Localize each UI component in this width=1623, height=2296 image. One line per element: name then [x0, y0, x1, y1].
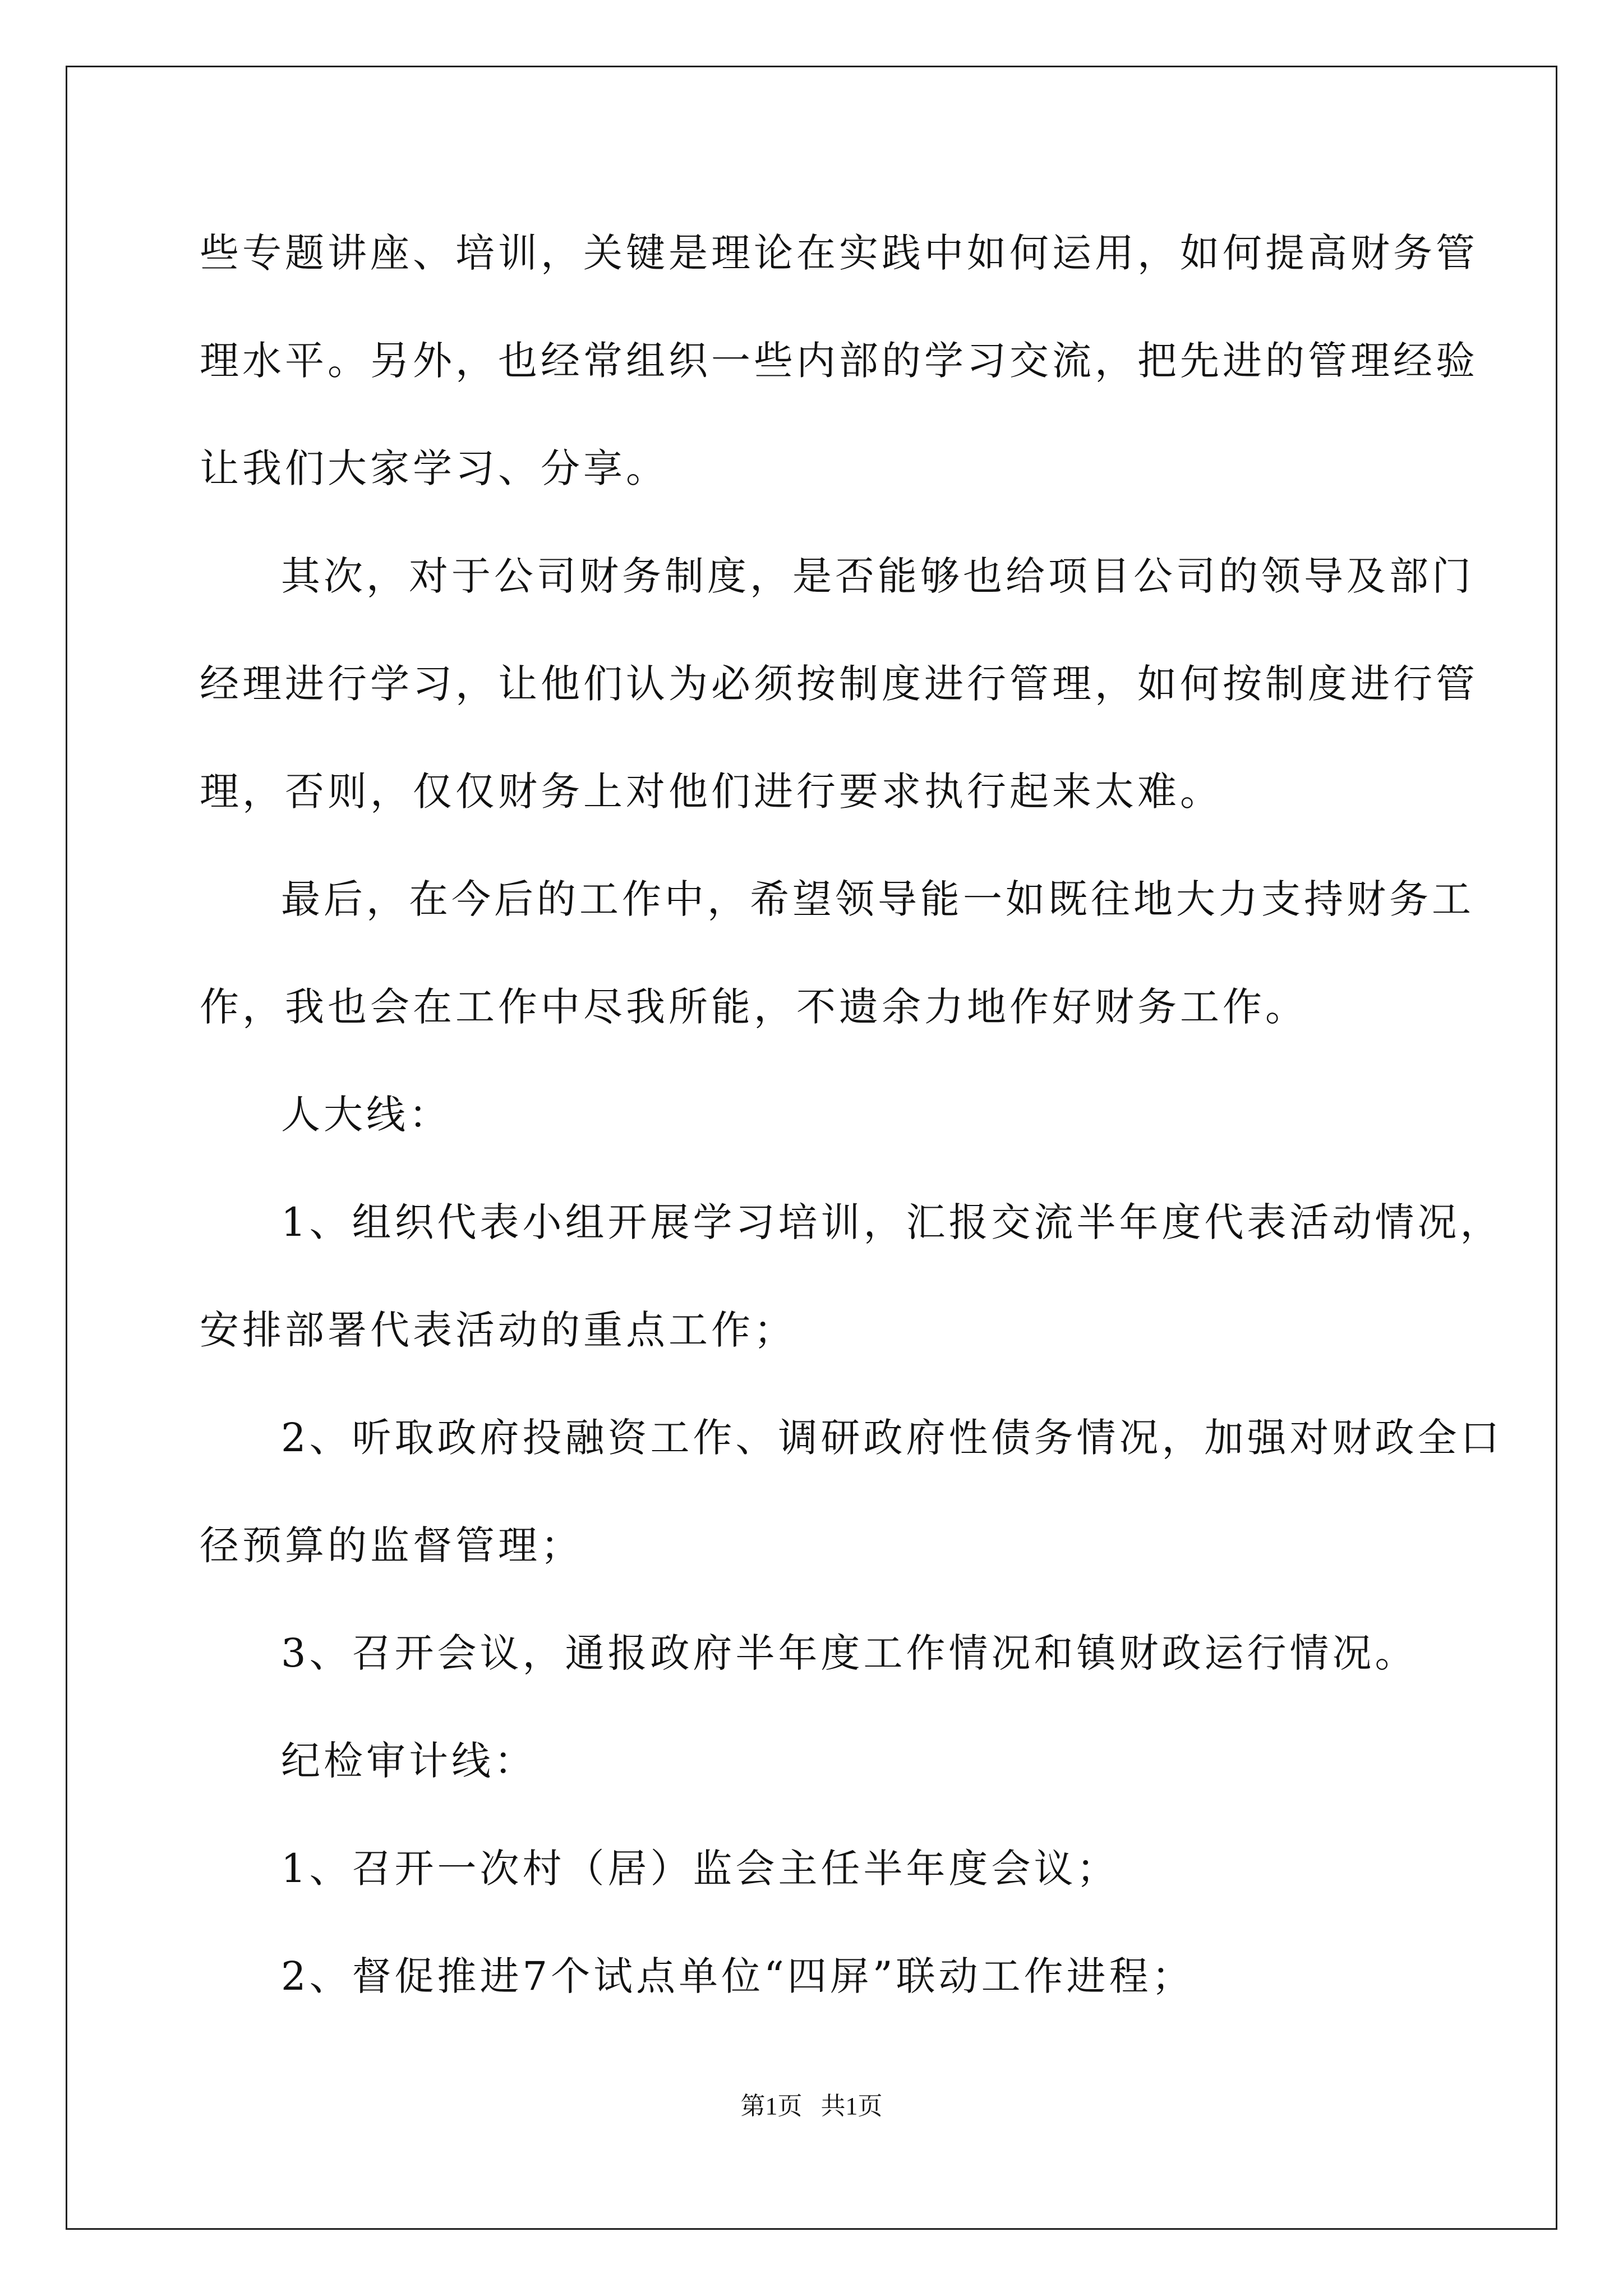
section-heading: 纪检审计线： [281, 1738, 537, 1784]
text-line: 让我们大家学习、分享。 [200, 445, 668, 491]
page-number-footer: 第1页 共1页 [740, 2092, 883, 2120]
text-line: 经理进行学习，让他们认为必须按制度进行管理，如何按制度进行管 [200, 661, 1478, 707]
text-line: 理水平。另外，也经常组织一些内部的学习交流，把先进的管理经验 [200, 338, 1478, 384]
text-line: 些专题讲座、培训，关键是理论在实践中如何运用，如何提高财务管 [200, 230, 1478, 276]
document-body [200, 199, 1503, 2030]
list-item: 2、听取政府投融资工作、调研政府性债务情况，加强对财政全口 [281, 1415, 1503, 1461]
list-item: 3、召开会议，通报政府半年度工作情况和镇财政运行情况。 [281, 1630, 1418, 1676]
text-line: 其次，对于公司财务制度，是否能够也给项目公司的领导及部门 [281, 553, 1474, 599]
text-line: 理，否则，仅仅财务上对他们进行要求执行起来太难。 [200, 769, 1223, 815]
text-line: 安排部署代表活动的重点工作； [200, 1307, 796, 1353]
list-item: 1、召开一次村（居）监会主任半年度会议； [281, 1846, 1119, 1892]
list-item: 2、督促推进7个试点单位“四屏”联动工作进程； [281, 1953, 1195, 1999]
section-heading: 人大线： [281, 1092, 451, 1138]
text-line: 作，我也会在工作中尽我所能，不遗余力地作好财务工作。 [200, 984, 1308, 1030]
text-line: 最后，在今后的工作中，希望领导能一如既往地大力支持财务工 [281, 876, 1474, 922]
text-line: 径预算的监督管理； [200, 1522, 583, 1568]
list-item: 1、组织代表小组开展学习培训，汇报交流半年度代表活动情况， [281, 1199, 1503, 1245]
